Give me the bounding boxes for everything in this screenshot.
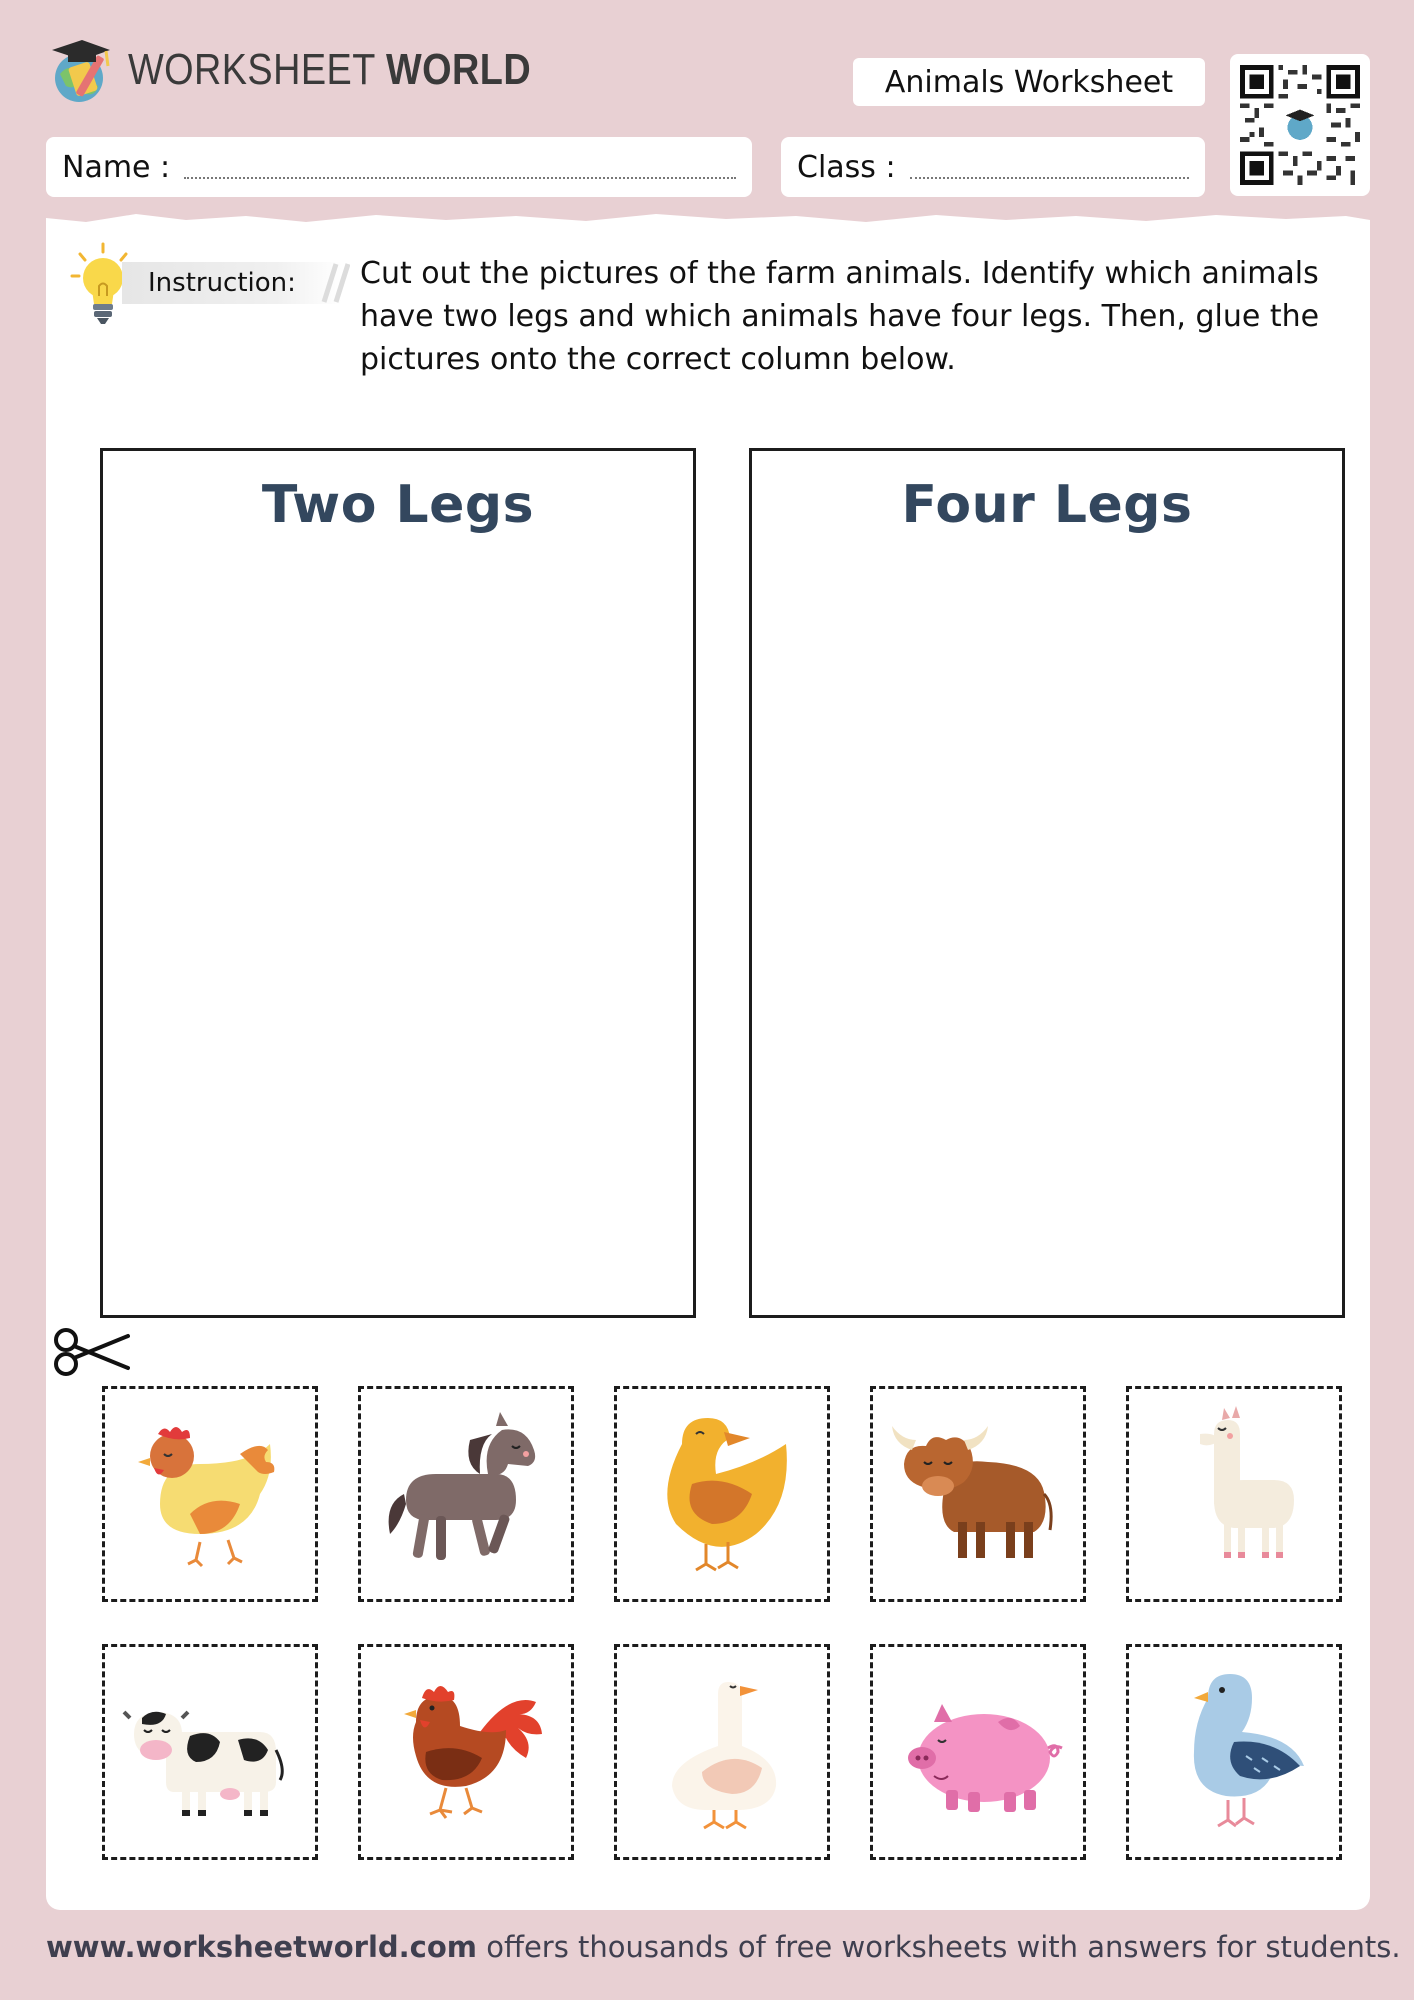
rooster-icon (376, 1662, 556, 1842)
qr-code[interactable] (1230, 54, 1370, 196)
cutout-card-horse[interactable] (358, 1386, 574, 1602)
pig-icon (888, 1662, 1068, 1842)
cutout-card-pig[interactable] (870, 1644, 1086, 1860)
cow-icon (120, 1662, 300, 1842)
buffalo-icon (888, 1404, 1068, 1584)
worksheet-title: Animals Worksheet (853, 58, 1205, 106)
name-field[interactable] (46, 137, 752, 197)
brand (46, 30, 597, 110)
scissors-icon (52, 1326, 130, 1378)
pigeon-icon (1144, 1662, 1324, 1842)
brand-name-bold: WORLD (386, 45, 532, 94)
column-title: Two Legs (261, 475, 535, 535)
cutout-card-pigeon[interactable] (1126, 1644, 1342, 1860)
two-legs-column[interactable] (100, 448, 696, 1318)
slash-decoration (310, 262, 350, 304)
name-input-line[interactable] (184, 177, 736, 179)
duck-icon (632, 1404, 812, 1584)
footer-text: offers thousands of free worksheets with answers for students. (477, 1930, 1401, 1964)
cutout-card-rooster[interactable] (358, 1644, 574, 1860)
class-field[interactable] (781, 137, 1205, 197)
hen-icon (120, 1404, 300, 1584)
column-title: Four Legs (901, 475, 1193, 535)
llama-icon (1144, 1404, 1324, 1584)
instruction-text: Cut out the pictures of the farm animals. Identify which animals have two legs and which animals have four legs. Then, glue the pictures onto the correct column below. (360, 256, 1320, 377)
cutout-card-duck[interactable] (614, 1386, 830, 1602)
cutout-card-hen[interactable] (102, 1386, 318, 1602)
brand-name-light: WORKSHEET (128, 45, 376, 94)
cutout-card-goose[interactable] (614, 1644, 830, 1860)
four-legs-column[interactable] (749, 448, 1345, 1318)
cutout-card-llama[interactable] (1126, 1386, 1342, 1602)
worksheet-world-logo-icon (46, 34, 116, 106)
horse-icon (376, 1404, 556, 1584)
footer (46, 1930, 1401, 1964)
cutout-card-cow[interactable] (102, 1644, 318, 1860)
brand-name (128, 45, 531, 95)
cutout-card-buffalo[interactable] (870, 1386, 1086, 1602)
class-input-line[interactable] (910, 177, 1189, 179)
class-label: Class : (797, 149, 896, 185)
instruction-label: Instruction: (122, 262, 342, 304)
footer-site-link[interactable]: www.worksheetworld.com (46, 1930, 478, 1964)
name-label: Name : (62, 149, 171, 185)
qr-code-icon (1240, 64, 1360, 186)
goose-icon (632, 1662, 812, 1842)
